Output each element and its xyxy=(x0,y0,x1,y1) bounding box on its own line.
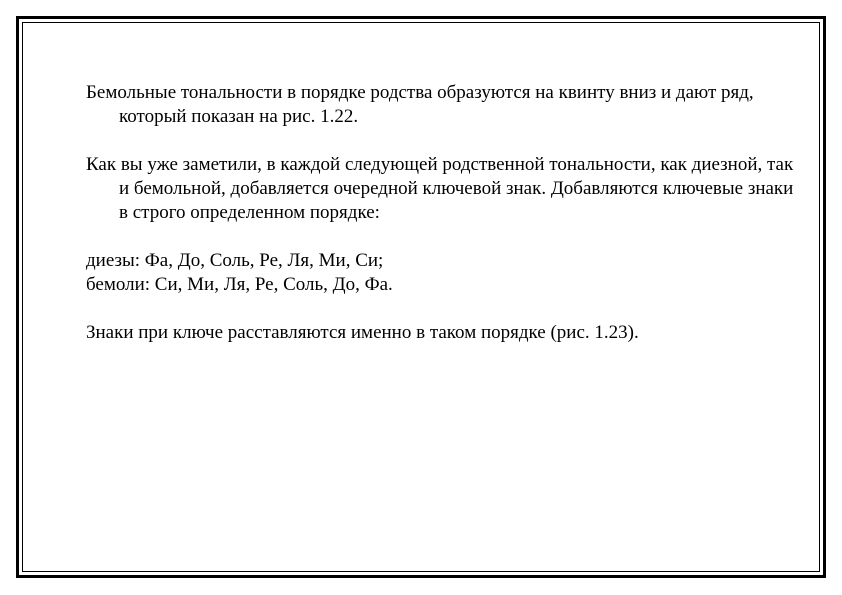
document-body xyxy=(86,81,806,345)
sharps-order-line: диезы: Фа, До, Соль, Ре, Ля, Ми, Си; xyxy=(86,250,384,271)
spacer xyxy=(86,297,806,321)
paragraph-flat-keys: Бемольные тональности в порядке родства образуются на квинту вниз и дают ряд, который показан на рис. 1.22. xyxy=(86,82,754,127)
paragraph-key-signature-order: Знаки при ключе расставляются именно в таком порядке (рис. 1.23). xyxy=(86,322,639,343)
flats-order-line: бемоли: Си, Ми, Ля, Ре, Соль, До, Фа. xyxy=(86,274,393,295)
spacer xyxy=(86,129,806,153)
paragraph-key-signs: Как вы уже заметили, в каждой следующей родственной тональности, как диезной, так и бемольной, добавляется очередной ключевой знак. Добавляются ключевые знаки в строго определенном порядке: xyxy=(86,154,794,223)
spacer xyxy=(86,225,806,249)
